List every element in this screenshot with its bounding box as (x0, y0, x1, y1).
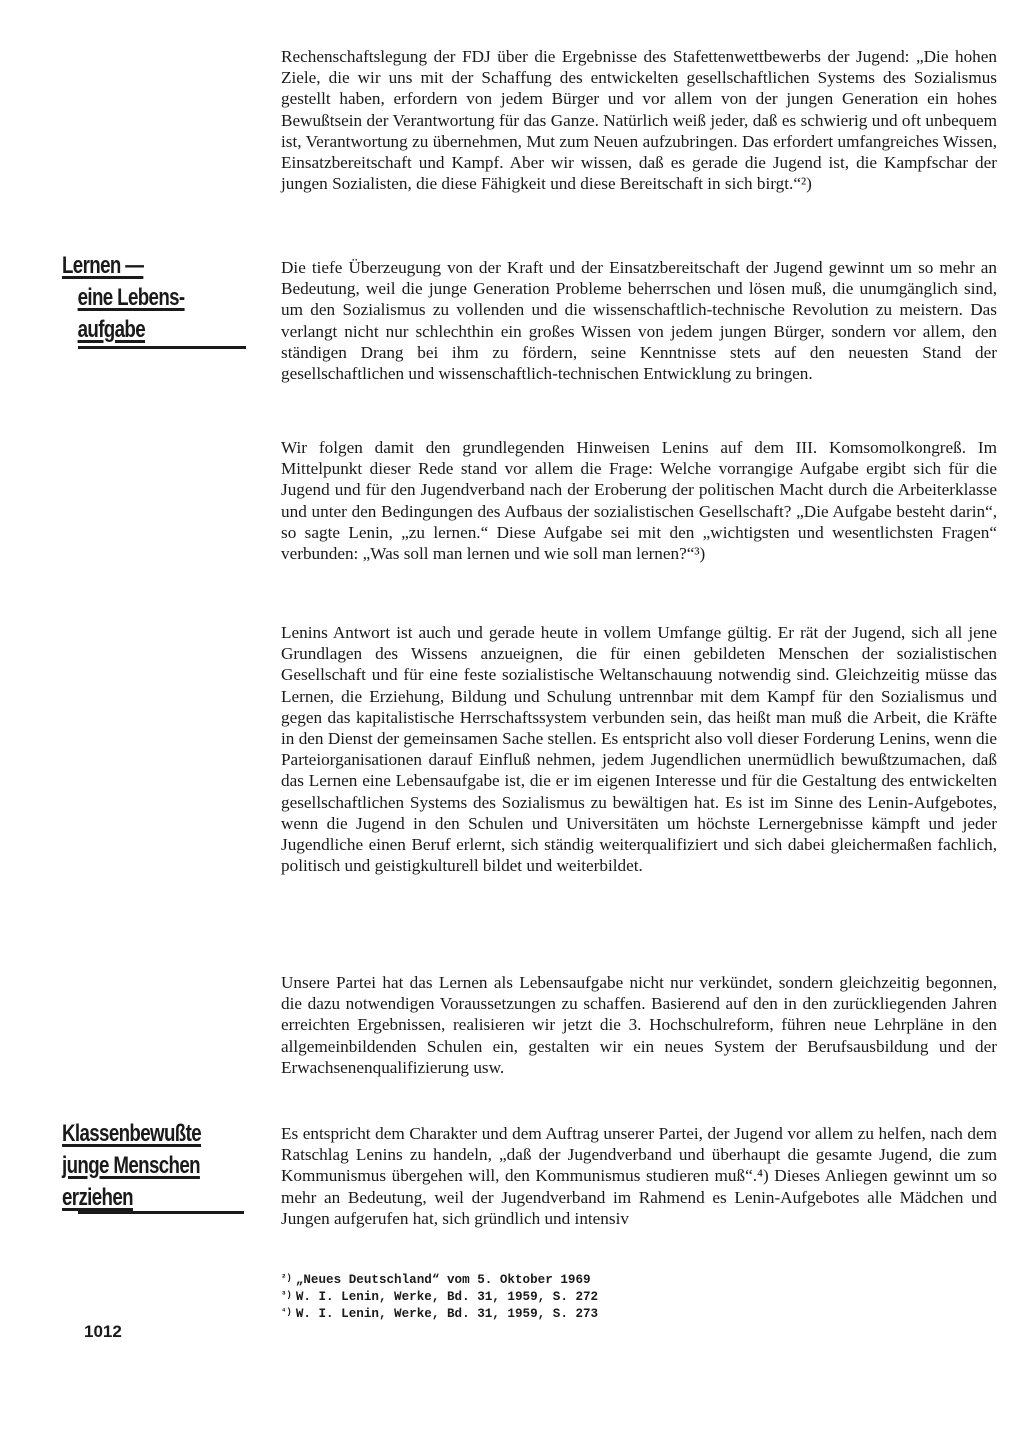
paragraph-4 (281, 622, 997, 876)
side-heading-education (62, 1118, 207, 1214)
paragraph-text: Unsere Partei hat das Lernen als Lebensaufgabe nicht nur verkündet, sondern gleichzeitig begonnen, die dazu notwendigen Voraussetzungen zu schaffen. Basierend auf den in den zurückliegenden Jahren erreichten Ergebnissen, realisieren wir jetzt die 3. Hochschulreform, führen neue Lehrpläne in den allgemeinbildenden Schulen ein, gestalten wir ein neues System der Berufsausbildung und der Erwachsenenqualifizierung usw. (281, 973, 997, 1077)
side-heading-learning (62, 250, 207, 346)
paragraph-text: Wir folgen damit den grundlegenden Hinweisen Lenins auf dem III. Komsomolkongreß. Im Mittelpunkt dieser Rede stand vor allem die Frage: Welche vorrangige Aufgabe ergibt sich für die Jugend und für den Jugendverband nach der Eroberung der politischen Macht durch die Arbeiterklasse und unter den Bedingungen des Aufbaus der sozialistischen Gesellschaft? „Die Aufgabe besteht darin“, so sagte Lenin, „zu lernen.“ Diese Aufgabe sei mit den „wichtigsten und wesentlichsten Fragen“ verbunden: „Was soll man lernen und wie soll man lernen?“³) (281, 438, 997, 564)
paragraph-text: Es entspricht dem Charakter und dem Auftrag unserer Partei, der Jugend vor allem zu helfen, nach dem Ratschlag Lenins zu handeln, „daß der Jugendverband und überhaupt die gesamte Jugend, die zum Kommunismus übergehen will, den Kommunismus studieren muß“.⁴) Dieses Anliegen gewinnt um so mehr an Bedeutung, weil der Jugendverband im Rahmend es Lenin-Aufgebotes alle Mädchen und Jungen aufgerufen hat, sich gründlich und intensiv (281, 1124, 997, 1228)
paragraph-6 (281, 1123, 997, 1229)
heading-rule (78, 346, 246, 349)
footnotes (281, 1271, 997, 1322)
paragraph-3 (281, 437, 997, 564)
side-heading-line: eine Lebens- (77, 284, 185, 311)
paragraph-5 (281, 972, 997, 1078)
paragraph-text: Rechenschaftslegung der FDJ über die Ergebnisse des Stafettenwettbewerbs der Jugend: „Die hohen Ziele, die wir uns mit der Schaffung des entwickelten gesellschaftlichen Systems des Sozialismus gestellt haben, erfordern von jedem Bürger und vor allem von der jungen Generation ein hohes Bewußtsein der Verantwortung für das Ganze. Natürlich weiß jeder, daß es schwierig und oft unbequem ist, Verantwortung zu übernehmen, Mut zum Neuen aufzubringen. Das erfordert umfangreiches Wissen, Einsatzbereitschaft und Kampf. Aber wir wissen, daß es gerade die Jugend ist, die Kampfschar der jungen Sozialisten, die diese Fähigkeit und diese Bereitschaft in sich birgt.“²) (281, 47, 997, 194)
side-heading-line: junge Menschen (62, 1152, 200, 1179)
side-heading-line: Klassenbewußte (62, 1120, 201, 1147)
paragraph-text: Lenins Antwort ist auch und gerade heute in vollem Umfange gültig. Er rät der Jugend, sich all jene Grundlagen des Wissens anzueignen, die für einen gebildeten Menschen der sozialistischen Gesellschaft und für eine feste sozialistische Weltanschauung notwendig sind. Gleichzeitig müsse das Lernen, die Erziehung, Bildung und Schulung untrennbar mit dem Kampf für den Sozialismus und gegen das kapitalistische Herrschaftssystem verbunden sein, das heißt man muß die Arbeit, die Kräfte in den Dienst der gemeinsamen Sache stellen. Es entspricht also voll dieser Forderung Lenins, wenn die Parteiorganisationen darauf Einfluß nehmen, jedem Jugendlichen unermüdlich bewußtzumachen, daß das Lernen eine Lebensaufgabe ist, die er im eigenen Interesse und für die Gestaltung des entwickelten gesellschaftlichen Systems des Sozialismus zu bewältigen hat. Es ist im Sinne des Lenin-Aufgebotes, wenn die Jugend in den Schulen und Universitäten um höchste Lernergebnisse kämpft und jeder Jugendliche einen Beruf erlernt, sich ständig weiterqualifiziert und sich dabei gleichermaßen fachlich, politisch und geistigkulturell bildet und weiterbildet. (281, 623, 997, 876)
footnote: $^{^3)}$ W. I. Lenin, Werke, Bd. 31, 1959, S. 272 (281, 1290, 599, 1304)
side-heading-line: erziehen (62, 1184, 133, 1211)
side-heading-line: Lernen — (62, 252, 144, 279)
paragraph-1 (281, 46, 997, 194)
footnote: $^{^2)}$ „Neues Deutschland“ vom 5. Oktober 1969 (281, 1273, 591, 1287)
paragraph-text: Die tiefe Überzeugung von der Kraft und der Einsatzbereitschaft der Jugend gewinnt um so mehr an Bedeutung, weil die junge Generation Probleme beherrschen und lösen muß, die unumgänglich sind, um den Sozialismus zu vollenden und die wissenschaftlich-technische Revolution zu meistern. Das verlangt nicht nur schlechthin ein großes Wissen von jedem jungen Bürger, sondern vor allem, den ständigen Drang bei ihm zu fördern, seine Kenntnisse stets auf den neuesten Stand der gesellschaftlichen und wissenschaftlich-technischen Entwicklung zu bringen. (281, 258, 997, 384)
heading-rule (78, 1211, 244, 1214)
footnote: $^{^4)}$ W. I. Lenin, Werke, Bd. 31, 1959, S. 273 (281, 1307, 599, 1321)
side-heading-line: aufgabe (77, 316, 146, 343)
paragraph-2 (281, 257, 997, 384)
page-number: 1012 (84, 1322, 122, 1341)
